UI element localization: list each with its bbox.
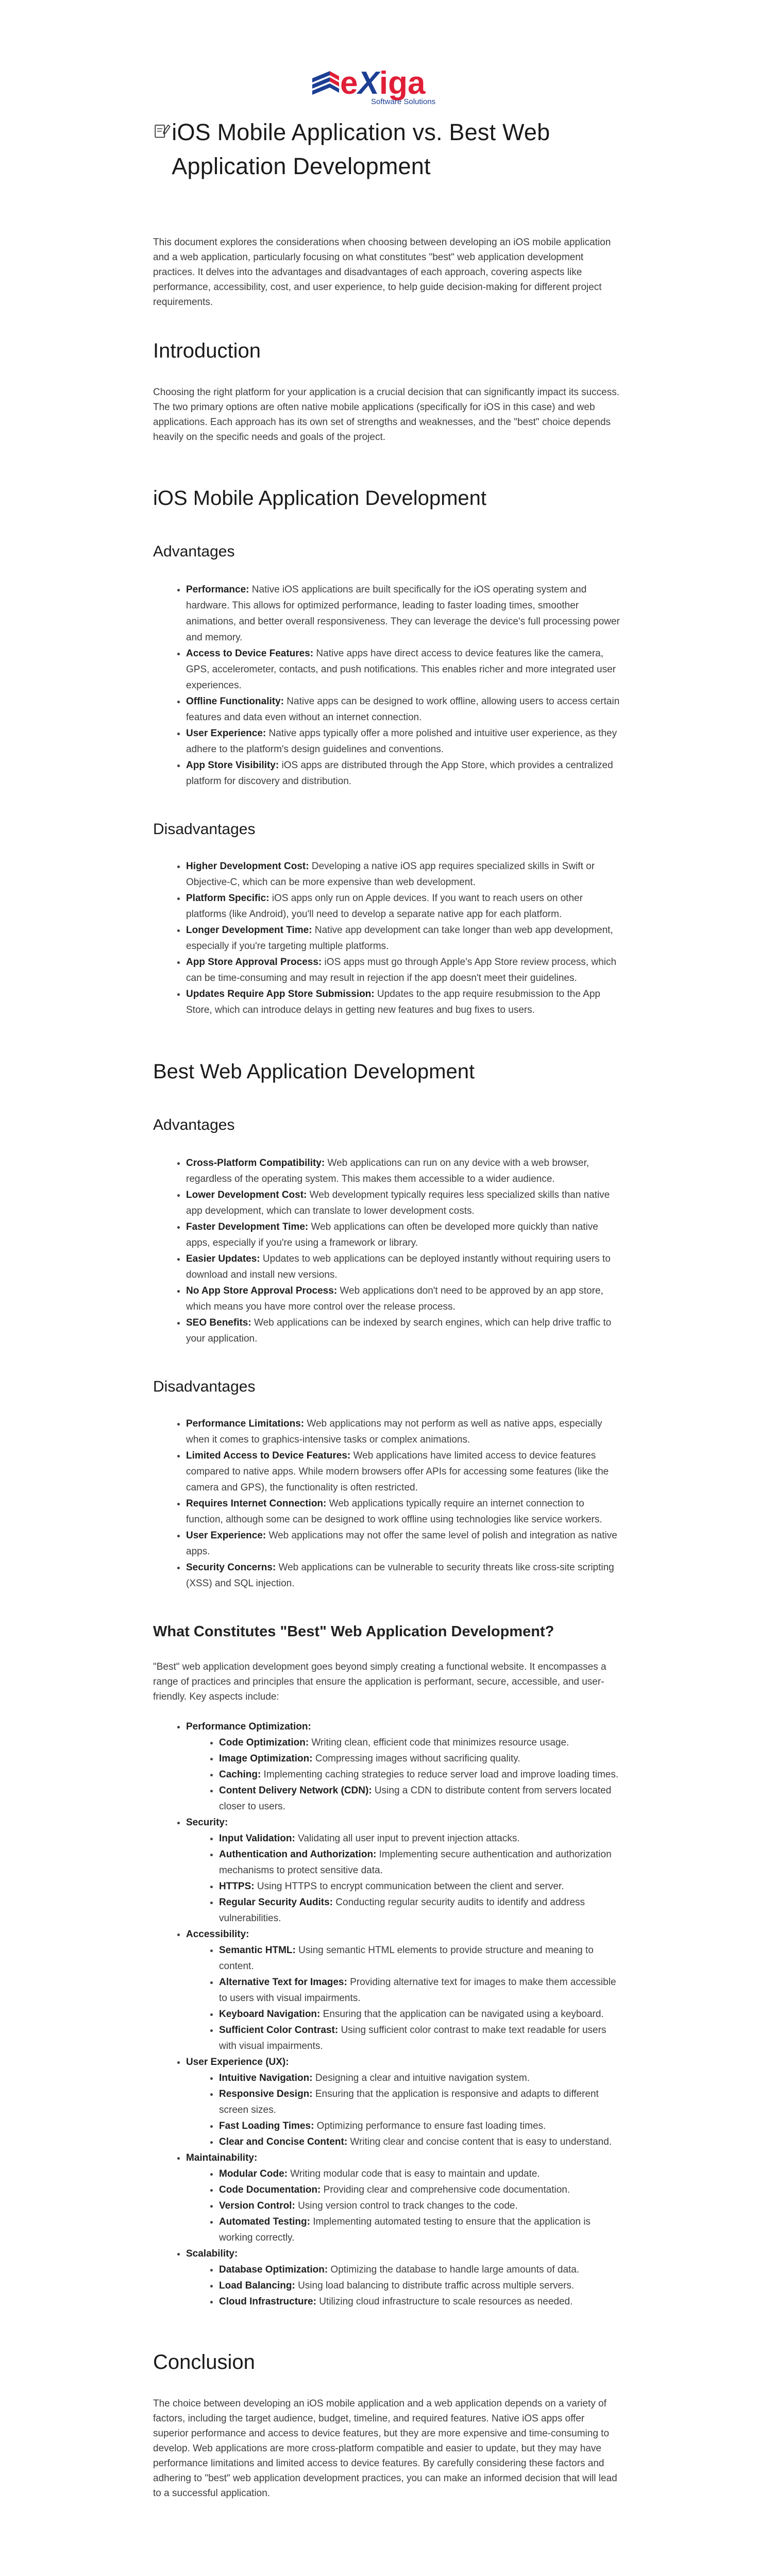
web-disadvantages-heading: Disadvantages (153, 1378, 256, 1395)
list-item-text: Compressing images without sacrificing quality. (312, 1753, 520, 1764)
web-advantages-heading: Advantages (153, 1116, 235, 1133)
list-item-text: Web applications typically require an internet connection to function, although some can be designed to work offline using technologies like service workers. (186, 1498, 602, 1525)
practice-group (186, 1719, 620, 1815)
list-item-text: Using sufficient color contrast to make text readable for users with visual impairments. (219, 2025, 606, 2052)
list-item (186, 1416, 620, 1448)
list-item (219, 1751, 620, 1767)
list-item (219, 2182, 620, 2198)
list-item (186, 1528, 620, 1560)
practice-sublist (219, 1942, 620, 2054)
list-item (186, 757, 620, 789)
list-item-term: No App Store Approval Process: (186, 1285, 338, 1296)
list-item-term: HTTPS: (219, 1881, 255, 1892)
list-item (219, 2086, 620, 2118)
list-item-text: Writing modular code that is easy to maintain and update. (288, 2168, 540, 2179)
list-item (219, 1942, 620, 1974)
list-item (219, 2262, 620, 2278)
list-item-term: User Experience: (186, 728, 266, 739)
practice-sublist (219, 1831, 620, 1926)
list-item-term: Authentication and Authorization: (219, 1849, 377, 1860)
practice-group-label: Accessibility: (186, 1929, 249, 1940)
list-item-text: Implementing automated testing to ensure that the application is working correctly. (219, 2216, 591, 2243)
list-item-text: Using semantic HTML elements to provide structure and meaning to content. (219, 1945, 594, 1972)
list-item-term: Semantic HTML: (219, 1945, 296, 1956)
list-item (186, 1187, 620, 1219)
list-item-text: Developing a native iOS app requires specialized skills in Swift or Objective-C, which can be more expensive than web development. (186, 861, 595, 888)
practice-sublist (219, 2166, 620, 2246)
list-item (186, 1496, 620, 1528)
exiga-logo (309, 53, 464, 110)
list-item (219, 1846, 620, 1878)
list-item (219, 1974, 620, 2006)
list-item-term: Security Concerns: (186, 1562, 276, 1573)
list-item (219, 2134, 620, 2150)
conclusion-heading: Conclusion (153, 2351, 255, 2374)
list-item (186, 693, 620, 725)
list-item-term: Fast Loading Times: (219, 2121, 314, 2131)
list-item (186, 646, 620, 693)
list-item-text: Native app development can take longer than web app development, especially if you're targeting multiple platforms. (186, 925, 613, 952)
list-item-term: Image Optimization: (219, 1753, 313, 1764)
practice-group-label: User Experience (UX): (186, 2057, 289, 2067)
list-item (186, 1219, 620, 1251)
list-item-text: Using HTTPS to encrypt communication between the client and server. (254, 1881, 564, 1892)
list-item-text: Writing clear and concise content that is easy to understand. (347, 2137, 612, 2147)
list-item-term: Intuitive Navigation: (219, 2073, 313, 2083)
list-item (186, 1315, 620, 1347)
list-item-text: Web applications may not offer the same level of polish and integration as native apps. (186, 1530, 617, 1557)
list-item-term: Cross-Platform Compatibility: (186, 1158, 325, 1168)
list-item (219, 2006, 620, 2022)
list-item-text: iOS apps are distributed through the App Store, which provides a centralized platform for discovery and distribution. (186, 760, 613, 787)
list-item-term: Responsive Design: (219, 2089, 313, 2099)
list-item-text: Validating all user input to prevent injection attacks. (295, 1833, 520, 1844)
list-item (186, 1155, 620, 1187)
list-item-term: Automated Testing: (219, 2216, 310, 2227)
list-item (219, 1735, 620, 1751)
list-item-text: Native iOS applications are built specifically for the iOS operating system and hardware. This allows for optimized performance, leading to faster loading times, smoother animations, and better overall responsiveness. They can leverage the device's full processing power and memory. (186, 584, 620, 643)
list-item-text: Implementing secure authentication and authorization mechanisms to protect sensitive data. (219, 1849, 612, 1876)
list-item (186, 725, 620, 757)
list-item (219, 2070, 620, 2086)
list-item-term: Alternative Text for Images: (219, 1977, 347, 1988)
logo-wordmark: eXiga (340, 65, 426, 101)
web-disadvantages-list (186, 1416, 620, 1591)
document-content (153, 115, 620, 2501)
list-item-text: Updates to web applications can be deployed instantly without requiring users to download and install new versions. (186, 1253, 611, 1280)
list-item (186, 1560, 620, 1591)
list-item-text: Providing alternative text for images to make them accessible to users with visual impairments. (219, 1977, 616, 2004)
list-item-text: Conducting regular security audits to identify and address vulnerabilities. (219, 1897, 585, 1924)
list-item (219, 1767, 620, 1783)
conclusion-paragraph: The choice between developing an iOS mobile application and a web application depends on a variety of factors, including the target audience, budget, timeline, and required features. Native iOS apps offer superior performance and access to device features, but they are more expensive and time-consuming to develop. Web applications are more cross-platform compatible and easier to update, but they may have performance limitations and limited access to device features. By carefully considering these factors and adhering to "best" web application development practices, you can make an informed decision that will lead to a successful application. (153, 2398, 617, 2499)
list-item-term: Higher Development Cost: (186, 861, 309, 872)
list-item-term: Cloud Infrastructure: (219, 2296, 316, 2307)
logo-stacked-bars-icon (312, 71, 339, 95)
list-item-term: App Store Visibility: (186, 760, 279, 771)
list-item-term: Requires Internet Connection: (186, 1498, 327, 1509)
practice-group-label: Maintainability: (186, 2153, 258, 2163)
practice-group (186, 1815, 620, 1926)
list-item-term: Offline Functionality: (186, 696, 284, 707)
practice-group-label: Performance Optimization: (186, 1721, 311, 1732)
list-item-text: Providing clear and comprehensive code documentation. (321, 2184, 570, 2195)
best-practices-paragraph: "Best" web application development goes beyond simply creating a functional website. It encompasses a range of practices and principles that ensure the application is performant, secure, accessible, and user-friendly. Key aspects include: (153, 1662, 606, 1702)
list-item-term: Content Delivery Network (CDN): (219, 1785, 372, 1796)
practice-group (186, 2150, 620, 2246)
list-item-text: Web applications may not perform as well as native apps, especially when it comes to graphics-intensive tasks or complex animations. (186, 1418, 602, 1445)
web-advantages-list (186, 1155, 620, 1347)
list-item-term: Database Optimization: (219, 2264, 328, 2275)
list-item-term: Code Optimization: (219, 1737, 309, 1748)
list-item-text: Writing clean, efficient code that minimizes resource usage. (309, 1737, 569, 1748)
list-item-text: Using load balancing to distribute traffic across multiple servers. (295, 2280, 575, 2291)
list-item-text: Native apps can be designed to work offline, allowing users to access certain features and data even without an internet connection. (186, 696, 620, 723)
list-item (186, 582, 620, 646)
list-item-term: Load Balancing: (219, 2280, 295, 2291)
list-item (186, 1448, 620, 1496)
ios-disadvantages-list (186, 858, 620, 1018)
list-item-term: App Store Approval Process: (186, 957, 322, 968)
list-item-text: Optimizing the database to handle large amounts of data. (328, 2264, 580, 2275)
list-item-text: Web applications have limited access to device features compared to native apps. While modern browsers offer APIs for accessing some features (like the camera and GPS), the functionality is often restricted. (186, 1450, 609, 1493)
list-item (219, 2278, 620, 2294)
list-item-term: Performance Limitations: (186, 1418, 305, 1429)
list-item-text: Web applications don't need to be approved by an app store, which means you have more control over the release process. (186, 1285, 603, 1312)
list-item (219, 2022, 620, 2054)
list-item (219, 2214, 620, 2246)
list-item-term: Version Control: (219, 2200, 295, 2211)
list-item (186, 922, 620, 954)
ios-heading: iOS Mobile Application Development (153, 487, 487, 510)
list-item-text: Implementing caching strategies to reduce server load and improve loading times. (261, 1769, 619, 1780)
document-pen-icon (153, 116, 172, 145)
list-item-term: Sufficient Color Contrast: (219, 2025, 339, 2036)
list-item-text: Web applications can be vulnerable to security threats like cross-site scripting (XSS) and SQL injection. (186, 1562, 614, 1589)
list-item-text: Native apps typically offer a more polished and intuitive user experience, as they adhere to the platform's design guidelines and conventions. (186, 728, 617, 755)
ios-advantages-list (186, 582, 620, 789)
list-item (219, 1878, 620, 1894)
list-item-term: Caching: (219, 1769, 261, 1780)
list-item-text: Web applications can run on any device with a web browser, regardless of the operating system. This makes them accessible to a wider audience. (186, 1158, 589, 1184)
list-item-text: Ensuring that the application is responsive and adapts to different screen sizes. (219, 2089, 599, 2115)
intro-paragraph: This document explores the considerations when choosing between developing an iOS mobile application and a web application, particularly focusing on what constitutes "best" web application development practices. It delves into the advantages and disadvantages of each approach, covering aspects like performance, accessibility, cost, and user experience, to help guide decision-making for different project requirements. (153, 237, 611, 308)
list-item-text: iOS apps only run on Apple devices. If you want to reach users on other platforms (like Android), you'll need to develop a separate native app for each platform. (186, 893, 583, 920)
list-item-text: Designing a clear and intuitive navigation system. (312, 2073, 530, 2083)
practice-sublist (219, 2070, 620, 2150)
logo-tagline: Software Solutions (371, 97, 436, 106)
list-item (186, 1283, 620, 1315)
list-item (219, 2198, 620, 2214)
best-practices-list (186, 1719, 620, 2310)
ios-advantages-heading: Advantages (153, 543, 235, 560)
list-item (186, 986, 620, 1018)
list-item-text: iOS apps must go through Apple's App Store review process, which can be time-consuming and may result in rejection if the app doesn't meet their guidelines. (186, 957, 617, 984)
list-item (219, 1783, 620, 1815)
practice-group-label: Scalability: (186, 2248, 238, 2259)
list-item (186, 1251, 620, 1283)
list-item-text: Web applications can be indexed by search engines, which can help drive traffic to your application. (186, 1317, 612, 1344)
list-item-text: Native apps have direct access to device features like the camera, GPS, accelerometer, contacts, and push notifications. This enables richer and more integrated user experiences. (186, 648, 616, 691)
list-item-term: Code Documentation: (219, 2184, 321, 2195)
page-title: iOS Mobile Application vs. Best Web Application Development (172, 119, 550, 179)
practice-sublist (219, 2262, 620, 2310)
list-item (186, 890, 620, 922)
list-item (219, 2166, 620, 2182)
list-item-text: Utilizing cloud infrastructure to scale resources as needed. (316, 2296, 573, 2307)
list-item (186, 858, 620, 890)
title-row (153, 115, 620, 183)
list-item-term: Easier Updates: (186, 1253, 260, 1264)
list-item-term: Limited Access to Device Features: (186, 1450, 351, 1461)
list-item-term: Updates Require App Store Submission: (186, 989, 375, 999)
list-item (219, 1894, 620, 1926)
list-item-term: Input Validation: (219, 1833, 295, 1844)
list-item (219, 1831, 620, 1846)
list-item-term: Regular Security Audits: (219, 1897, 333, 1908)
list-item-term: Faster Development Time: (186, 1222, 309, 1232)
list-item-term: Platform Specific: (186, 893, 269, 904)
list-item-term: Lower Development Cost: (186, 1190, 307, 1200)
list-item-term: Access to Device Features: (186, 648, 314, 659)
practice-group-label: Security: (186, 1817, 228, 1828)
list-item-term: Clear and Concise Content: (219, 2137, 348, 2147)
list-item (219, 2118, 620, 2134)
list-item-text: Using version control to track changes to the code. (295, 2200, 518, 2211)
practice-sublist (219, 1735, 620, 1815)
practice-group (186, 1926, 620, 2054)
list-item-text: Optimizing performance to ensure fast loading times. (314, 2121, 546, 2131)
list-item-term: SEO Benefits: (186, 1317, 251, 1328)
list-item-term: Modular Code: (219, 2168, 288, 2179)
list-item-text: Web development typically requires less specialized skills than native app development, which can translate to lower development costs. (186, 1190, 610, 1216)
practice-group (186, 2246, 620, 2310)
best-practices-heading: What Constitutes "Best" Web Application Development? (153, 1623, 554, 1640)
list-item-term: Longer Development Time: (186, 925, 312, 936)
introduction-paragraph: Choosing the right platform for your application is a crucial decision that can significantly impact its success. The two primary options are often native mobile applications (specifically for iOS in this case) and web applications. Each approach has its own set of strengths and weaknesses, and the "best" choice depends heavily on the specific needs and goals of the project. (153, 387, 620, 443)
list-item (219, 2294, 620, 2310)
list-item-text: Ensuring that the application can be navigated using a keyboard. (320, 2009, 604, 2020)
list-item (186, 954, 620, 986)
list-item-term: Performance: (186, 584, 249, 595)
introduction-heading: Introduction (153, 340, 261, 362)
list-item-term: User Experience: (186, 1530, 266, 1541)
web-heading: Best Web Application Development (153, 1060, 475, 1083)
list-item-text: Web applications can often be developed more quickly than native apps, especially if you're using a framework or library. (186, 1222, 598, 1248)
list-item-text: Updates to the app require resubmission to the App Store, which can introduce delays in getting new features and bug fixes to users. (186, 989, 600, 1015)
ios-disadvantages-heading: Disadvantages (153, 821, 256, 838)
list-item-term: Keyboard Navigation: (219, 2009, 321, 2020)
list-item-text: Using a CDN to distribute content from servers located closer to users. (219, 1785, 612, 1812)
practice-group (186, 2054, 620, 2150)
